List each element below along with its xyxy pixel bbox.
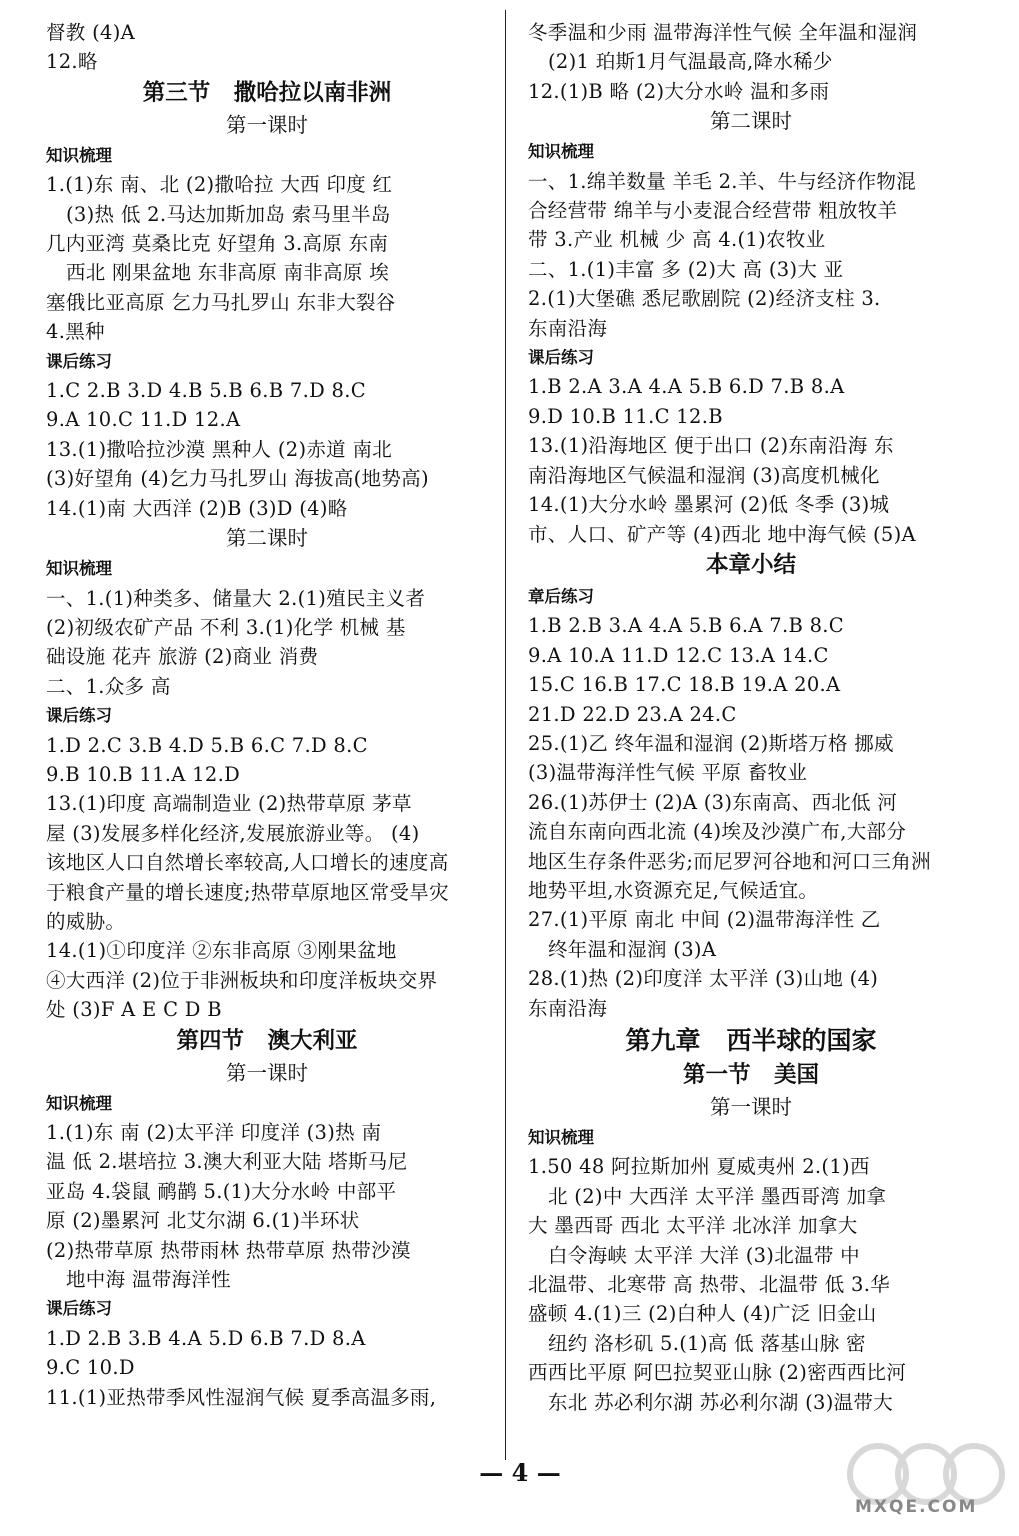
answer-line: 东南沿海	[528, 996, 608, 1020]
answer-line: 大 墨西哥 西北 太平洋 北冰洋 加拿大	[528, 1214, 858, 1238]
answer-line: 市、人口、矿产等 (4)西北 地中海气候 (5)A	[528, 522, 916, 546]
answer-line: 28.(1)热 (2)印度洋 太平洋 (3)山地 (4)	[528, 967, 879, 991]
answer-line: 26.(1)苏伊士 (2)A (3)东南高、西北低 河	[528, 790, 898, 814]
subsection-heading: 课后练习	[46, 1299, 112, 1319]
page-number: — 4 —	[479, 1458, 561, 1487]
answer-line: 1.D 2.B 3.B 4.A 5.D 6.B 7.D 8.A	[46, 1326, 366, 1350]
answer-line: 1.D 2.C 3.B 4.D 5.B 6.C 7.D 8.C	[46, 733, 368, 757]
answer-line: 9.A 10.A 11.D 12.C 13.A 14.C	[528, 643, 829, 667]
answer-line: 亚岛 4.袋鼠 鸸鹋 5.(1)大分水岭 中部平	[46, 1179, 397, 1203]
answer-line: 1.50 48 阿拉斯加州 夏威夷州 2.(1)西	[528, 1155, 870, 1179]
subsection-heading: 知识梳理	[46, 145, 112, 165]
subsection-heading: 知识梳理	[46, 559, 112, 579]
answer-line: (2)1 珀斯1月气温最高,降水稀少	[548, 50, 833, 74]
answer-line: 原 (2)墨累河 北艾尔湖 6.(1)半环状	[46, 1209, 360, 1233]
answer-line: 西北 刚果盆地 东非高原 南非高原 埃	[66, 261, 389, 285]
answer-line: 27.(1)平原 南北 中间 (2)温带海洋性 乙	[528, 908, 881, 932]
subsection-heading: 知识梳理	[46, 1093, 112, 1113]
lesson-heading: 第二课时	[226, 526, 308, 551]
answer-line: (3)热 低 2.马达加斯加岛 索马里半岛	[66, 202, 391, 226]
answer-line: 一、1.绵羊数量 羊毛 2.羊、牛与经济作物混	[528, 169, 917, 193]
answer-line: 二、1.(1)丰富 多 (2)大 高 (3)大 亚	[528, 257, 844, 281]
answer-line: 几内亚湾 莫桑比克 好望角 3.高原 东南	[46, 232, 389, 256]
answer-line: 12.略	[46, 50, 98, 74]
answer-line: 终年温和湿润 (3)A	[548, 937, 717, 961]
answer-line: 东南沿海	[528, 316, 608, 340]
answer-line: 盛顿 4.(1)三 (2)白种人 (4)广泛 旧金山	[528, 1302, 877, 1326]
answer-line: 1.(1)东 南、北 (2)撒哈拉 大西 印度 红	[46, 173, 393, 197]
column-divider	[505, 10, 506, 1460]
answer-line: 于粮食产量的增长速度;热带草原地区常受旱灾	[46, 880, 449, 904]
answer-line: 9.C 10.D	[46, 1356, 135, 1380]
answer-line: 13.(1)沿海地区 便于出口 (2)东南沿海 东	[528, 434, 894, 458]
answer-line: 督教 (4)A	[46, 21, 136, 44]
answer-line: 冬季温和少雨 温带海洋性气候 全年温和湿润	[528, 21, 918, 44]
answer-line: 12.(1)B 略 (2)大分水岭 温和多雨	[528, 79, 830, 103]
answer-line: 一、1.(1)种类多、储量大 2.(1)殖民主义者	[46, 586, 426, 610]
answer-line: 合经营带 绵羊与小麦混合经营带 粗放牧羊	[528, 199, 898, 223]
subsection-heading: 课后练习	[528, 348, 594, 368]
answer-line: 地势平坦,水资源充足,气候适宜。	[528, 878, 819, 902]
answer-line: 14.(1)大分水岭 墨累河 (2)低 冬季 (3)城	[528, 493, 890, 517]
answer-line: 9.D 10.B 11.C 12.B	[528, 404, 723, 428]
answer-line: 1.(1)东 南 (2)太平洋 印度洋 (3)热 南	[46, 1121, 382, 1144]
lesson-heading: 第一课时	[226, 112, 308, 137]
answer-line: (2)初级农矿产品 不利 3.(1)化学 机械 基	[46, 615, 406, 639]
answer-line: 流自东南向西北流 (4)埃及沙漠广布,大部分	[528, 820, 907, 844]
answer-line: 塞俄比亚高原 乞力马扎罗山 东非大裂谷	[46, 290, 396, 314]
answer-line: 13.(1)撒哈拉沙漠 黑种人 (2)赤道 南北	[46, 437, 393, 461]
answer-line: 14.(1)南 大西洋 (2)B (3)D (4)略	[46, 496, 348, 520]
subsection-heading: 课后练习	[46, 706, 112, 726]
subsection-heading: 章后练习	[528, 586, 594, 606]
answer-line: 4.黑种	[46, 320, 105, 344]
answer-line: 屋 (3)发展多样化经济,发展旅游业等。 (4)	[46, 821, 420, 845]
answer-line: (3)好望角 (4)乞力马扎罗山 海拔高(地势高)	[46, 467, 429, 491]
answer-line: 温 低 2.堪培拉 3.澳大利亚大陆 塔斯马尼	[46, 1150, 408, 1174]
answer-line: 纽约 洛杉矶 5.(1)高 低 落基山脉 密	[548, 1331, 866, 1355]
subsection-heading: 知识梳理	[528, 142, 594, 162]
section-heading: 本章小结	[705, 551, 796, 578]
answer-line: 地区生存条件恶劣;而尼罗河谷地和河口三角洲	[528, 849, 931, 873]
answer-line: 11.(1)亚热带季风性湿润气候 夏季高温多雨,	[46, 1385, 437, 1409]
answer-line: 带 3.产业 机械 少 高 4.(1)农牧业	[528, 228, 826, 252]
answer-line: 北 (2)中 大西洋 太平洋 墨西哥湾 加拿	[548, 1184, 887, 1208]
answer-line: 西西比平原 阿巴拉契亚山脉 (2)密西西比河	[528, 1361, 907, 1385]
answer-line: 础设施 花卉 旅游 (2)商业 消费	[46, 645, 319, 669]
answer-line: 1.B 2.A 3.A 4.A 5.B 6.D 7.B 8.A	[528, 375, 845, 399]
answer-line: 该地区人口自然增长率较高,人口增长的速度高	[46, 851, 449, 875]
answer-line: 21.D 22.D 23.A 24.C	[528, 702, 737, 726]
section-heading: 第四节 澳大利亚	[176, 1027, 358, 1054]
answer-line: 25.(1)乙 终年温和湿润 (2)斯塔万格 挪威	[528, 731, 894, 755]
answer-line: 15.C 16.B 17.C 18.B 19.A 20.A	[528, 673, 841, 697]
answer-line: 13.(1)印度 高端制造业 (2)热带草原 茅草	[46, 792, 412, 816]
answer-line: (3)温带海洋性气候 平原 畜牧业	[528, 761, 808, 785]
watermark-text: MXQE.COM	[855, 1497, 978, 1517]
lesson-heading: 第二课时	[710, 109, 792, 134]
answer-line: 处 (3)F A E C D B	[46, 998, 222, 1022]
lesson-heading: 第一课时	[226, 1060, 308, 1085]
right-column	[528, 18, 974, 1417]
answer-line: 1.B 2.B 3.A 4.A 5.B 6.A 7.B 8.C	[528, 614, 845, 638]
answer-line: 14.(1)①印度洋 ②东非高原 ③刚果盆地	[46, 939, 397, 963]
lesson-heading: 第一课时	[710, 1095, 792, 1119]
subsection-heading: 知识梳理	[528, 1128, 594, 1147]
chapter-heading: 第九章 西半球的国家	[625, 1026, 877, 1055]
subsection-heading: 课后练习	[46, 351, 112, 371]
answer-line: 1.C 2.B 3.D 4.B 5.B 6.B 7.D 8.C	[46, 379, 366, 403]
answer-line: 二、1.众多 高	[46, 674, 171, 698]
section-heading: 第一节 美国	[683, 1062, 819, 1088]
answer-line: 的威胁。	[46, 909, 126, 933]
answer-line: 9.B 10.B 11.A 12.D	[46, 762, 241, 786]
answer-line: ④大西洋 (2)位于非洲板块和印度洋板块交界	[46, 968, 438, 992]
answer-line: 地中海 温带海洋性	[66, 1268, 231, 1292]
answer-line: 南沿海地区气候温和湿润 (3)高度机械化	[528, 463, 880, 487]
answer-line: 9.A 10.C 11.D 12.A	[46, 408, 241, 432]
answer-line: 东北 苏必利尔湖 苏必利尔湖 (3)温带大	[548, 1390, 894, 1414]
answer-line: 北温带、北寒带 高 热带、北温带 低 3.华	[528, 1273, 890, 1297]
answer-line: 2.(1)大堡礁 悉尼歌剧院 (2)经济支柱 3.	[528, 287, 881, 311]
section-heading: 第三节 撒哈拉以南非洲	[142, 79, 392, 106]
answer-line: 白令海峡 太平洋 大洋 (3)北温带 中	[548, 1243, 860, 1267]
answer-line: (2)热带草原 热带雨林 热带草原 热带沙漠	[46, 1238, 411, 1262]
left-column	[46, 18, 488, 1412]
